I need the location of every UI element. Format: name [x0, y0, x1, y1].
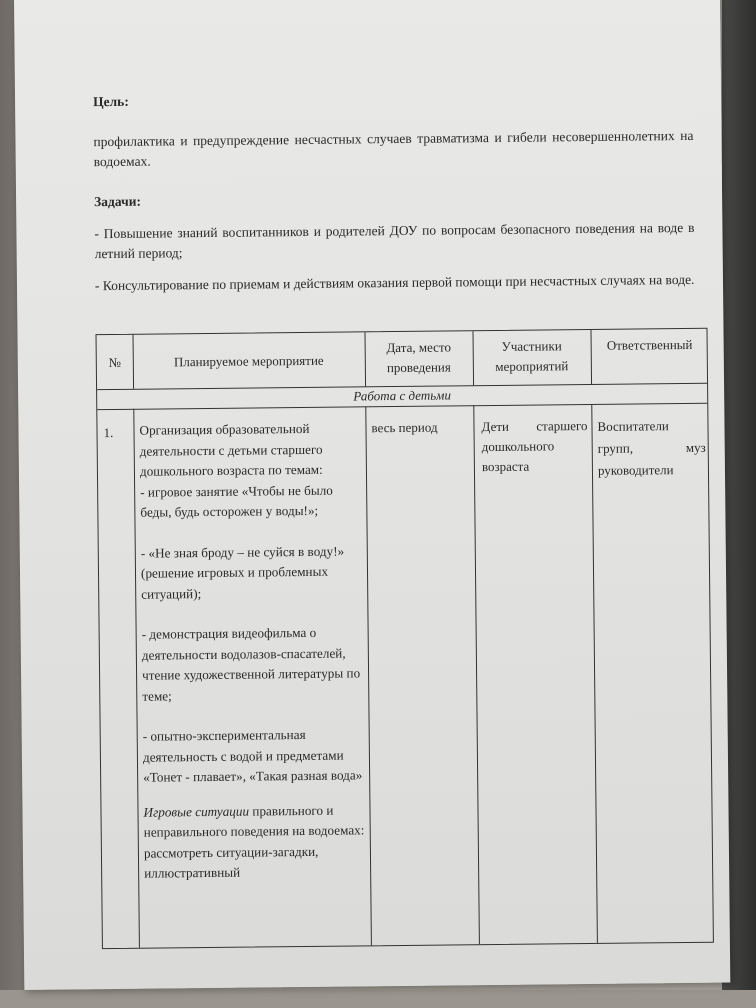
- games-label: Игровые ситуации: [143, 803, 250, 820]
- col-divider: [473, 405, 480, 944]
- col-divider: [133, 409, 140, 948]
- responsible-cell: Воспитатели групп, муз руководители: [597, 418, 706, 478]
- games-text: правильного и неправильного поведения на водоемах: рассмотреть ситуации-загадки, иллюстративный: [143, 802, 365, 881]
- date-cell: весь период: [371, 419, 438, 436]
- header-responsible: Ответственный: [606, 336, 693, 353]
- row-number: 1.: [103, 424, 114, 441]
- events-table: [96, 328, 714, 949]
- header-participants: Участники мероприятий: [495, 338, 569, 374]
- activity-games: [143, 800, 366, 884]
- task-item-2: - Консультирование по приемам и действиям оказания первой помощи при несчастных случаях на воде.: [94, 271, 695, 294]
- activity-intro: Организация образовательной деятельности с детьми старшего дошкольного возраста по темам:: [139, 420, 323, 479]
- activity-item: - «Не зная броду – не суйся в воду!» (решение игровых и проблемных ситуаций);: [140, 543, 345, 602]
- activity-cell: [139, 418, 366, 884]
- document-page: [14, 0, 730, 990]
- document-text: [93, 88, 695, 296]
- goal-label: Цель:: [92, 93, 129, 110]
- activity-item: - опытно-экспериментальная деятельность с водой и предметами «Тонет - плавает», «Такая разная вода»: [142, 726, 363, 785]
- col-divider: [365, 406, 372, 945]
- col-divider: [591, 404, 598, 943]
- header-number: №: [108, 354, 122, 371]
- section-title: Работа с детьми: [353, 387, 452, 404]
- header-activity: Планируемое мероприятие: [173, 352, 324, 370]
- background-bottom: [0, 990, 756, 1008]
- participants-cell: Дети старшего дошкольного возраста: [481, 418, 588, 475]
- goal-text: профилактика и предупреждение несчастных случаев травматизма и гибели несовершеннолетних на водоемах.: [93, 127, 694, 170]
- activity-item: - демонстрация видеофильма о деятельности водолазов-спасателей, чтение художественной литературы по теме;: [141, 624, 361, 704]
- task-item-1: - Повышение знаний воспитанников и родителей ДОУ по вопросам безопасного поведения на воде в летний период;: [94, 219, 695, 262]
- tasks-label: Задачи:: [94, 193, 142, 210]
- header-date: Дата, место проведения: [386, 339, 451, 376]
- activity-item: - игровое занятие «Чтобы не было беды, будь осторожен у воды!»;: [140, 482, 333, 520]
